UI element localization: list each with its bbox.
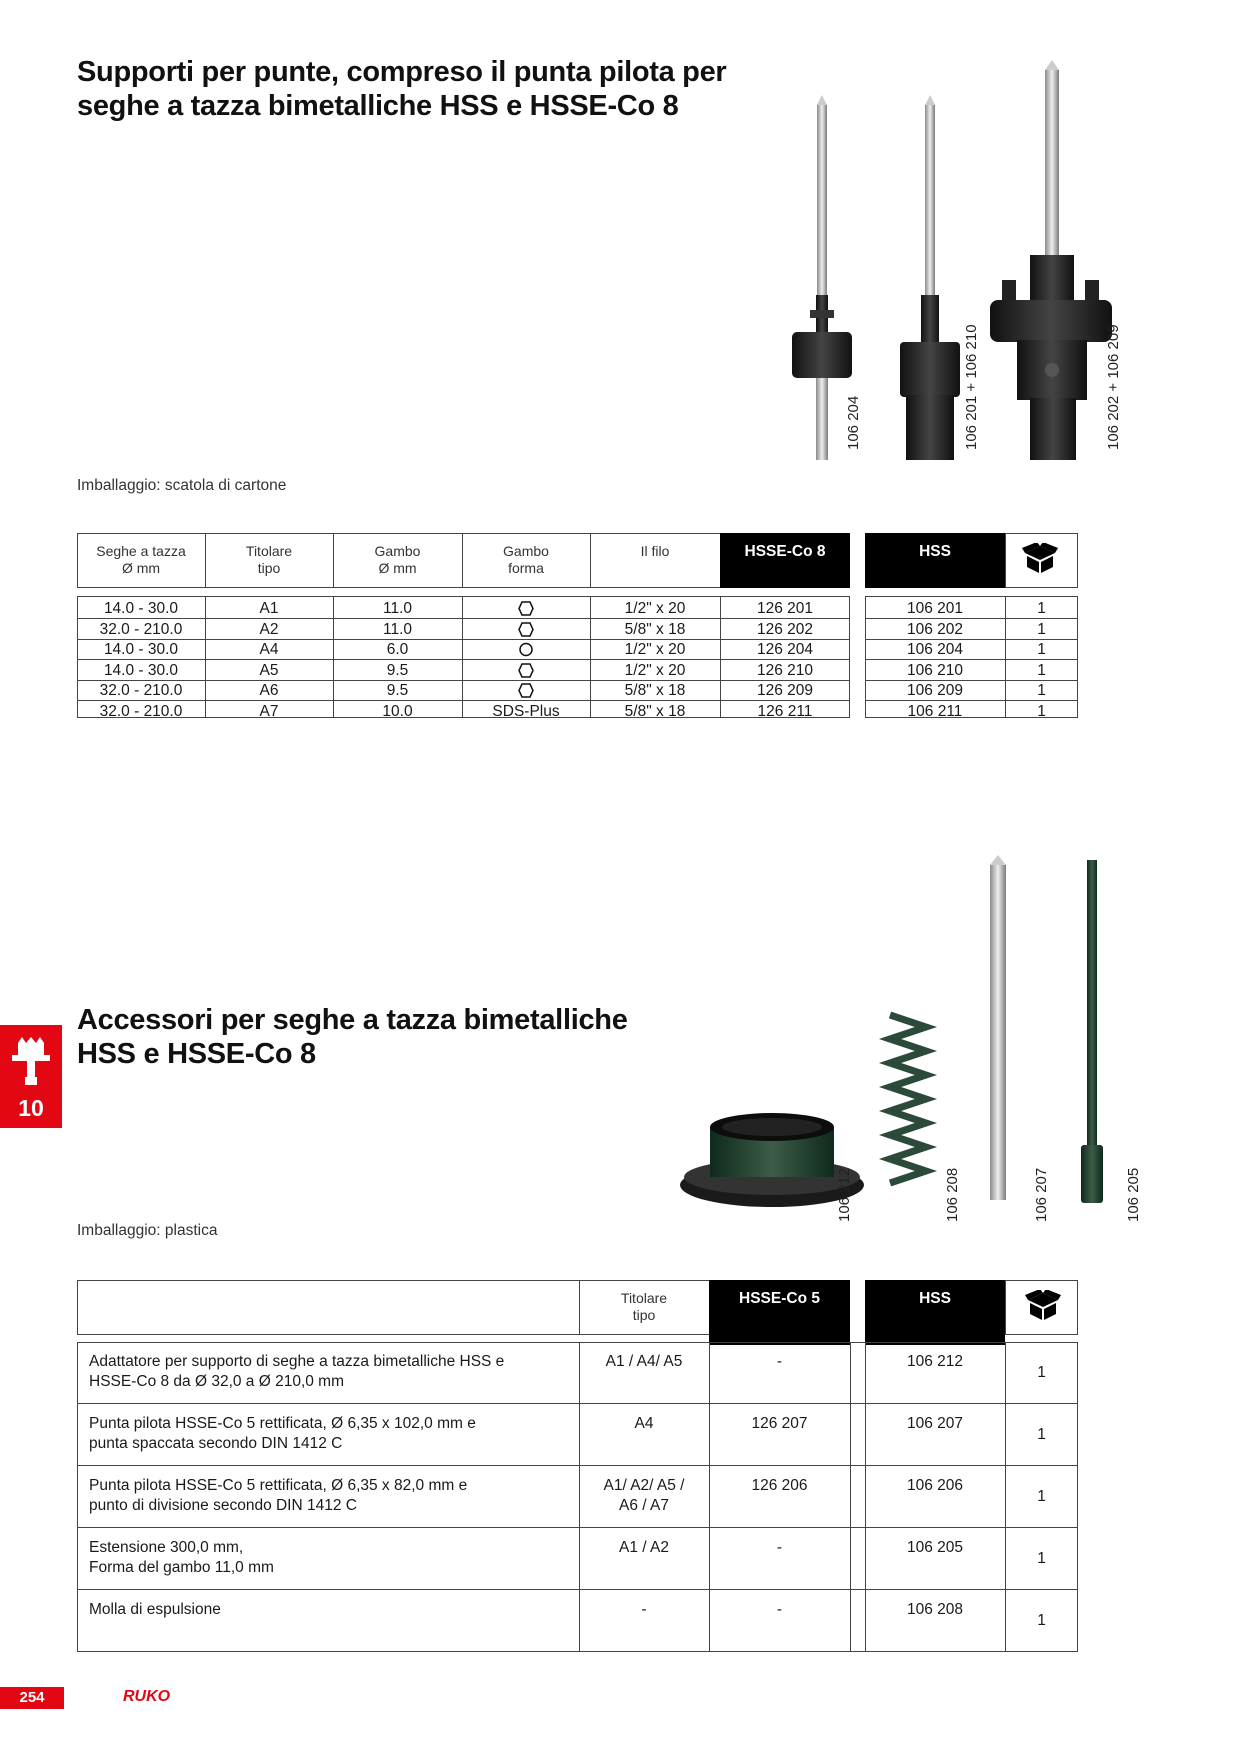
page-number: 254 — [0, 1687, 64, 1709]
packaging-text: Imballaggio: scatola di cartone — [77, 477, 287, 494]
cell-hss: 106 208 — [906, 1601, 964, 1618]
table-row — [77, 1404, 1078, 1466]
cell-description: Punta pilota HSSE-Co 5 rettificata, Ø 6,35 x 102,0 mm e punta spaccata secondo DIN 1412 C — [89, 1415, 476, 1452]
table-row — [77, 620, 1078, 640]
section1-title — [77, 55, 726, 123]
cell-tipo: - — [641, 1601, 647, 1618]
cell-diam: 32.0 - 210.0 — [99, 702, 183, 720]
title-line: Supporti per punte, compreso il punta pilota per — [77, 56, 727, 88]
title-line: Accessori per seghe a tazza bimetalliche — [77, 1004, 628, 1036]
cell-diam: 32.0 - 210.0 — [99, 620, 183, 638]
cell-gambo: 6.0 — [386, 641, 409, 658]
image-label: 106 204 — [845, 395, 862, 450]
cell-filo: 5/8" x 18 — [624, 682, 686, 699]
cell-filo: 5/8" x 18 — [624, 620, 686, 638]
cell-qty: 1 — [1037, 600, 1046, 617]
hexagon-shank-icon — [462, 599, 590, 619]
cell-tipo: A5 — [259, 661, 279, 679]
title-line: HSS e HSSE-Co 8 — [77, 1038, 316, 1070]
cell-diam: 14.0 - 30.0 — [103, 600, 179, 617]
header-hss: HSS — [865, 533, 1005, 588]
cell-hsse: 126 211 — [757, 702, 813, 720]
cell-tipo: A7 — [259, 702, 279, 720]
cell-tipo: A4 — [634, 1415, 654, 1432]
header-filo: Il filo — [640, 543, 670, 559]
cell-hss: 106 210 — [906, 661, 964, 679]
round-shank-icon — [462, 640, 590, 660]
cell-qty: 1 — [1037, 620, 1046, 638]
cell-qty: 1 — [1037, 682, 1046, 699]
hole-saw-icon — [10, 1033, 52, 1087]
cell-filo: 1/2" x 20 — [624, 600, 686, 617]
brand-logo: RUKO — [123, 1688, 171, 1705]
cell-hss: 106 211 — [907, 702, 963, 720]
header-tipo: Titolare tipo — [620, 1290, 668, 1323]
cell-hsse: - — [776, 1539, 783, 1556]
table1-header — [77, 533, 1078, 590]
header-gambo: Gambo Ø mm — [374, 543, 421, 576]
header-hsse-co8: HSSE-Co 8 — [720, 533, 850, 588]
cell-qty: 1 — [1037, 661, 1046, 679]
cell-hss: 106 207 — [906, 1415, 964, 1432]
cell-hsse: 126 210 — [756, 661, 814, 679]
pilot-drill-106207-image — [990, 855, 1006, 1200]
header-diam: Seghe a tazza Ø mm — [96, 543, 186, 576]
table-row — [77, 1590, 1078, 1652]
holder-106204-image — [792, 95, 852, 460]
image-label: 106 208 — [944, 1167, 961, 1222]
holder-106201-image — [900, 95, 960, 460]
cell-diam: 14.0 - 30.0 — [103, 641, 179, 658]
package-box-icon — [1022, 543, 1058, 575]
cell-gambo: 10.0 — [382, 702, 413, 720]
accessories-image — [680, 855, 1150, 1225]
table-row — [77, 661, 1078, 681]
table2-header — [77, 1280, 1078, 1337]
hexagon-shank-icon — [462, 620, 590, 640]
hexagon-shank-icon — [462, 661, 590, 681]
cell-hsse: 126 206 — [751, 1477, 808, 1494]
cell-hss: 106 205 — [906, 1539, 964, 1556]
cell-tipo: A6 — [259, 682, 279, 699]
cell-diam: 32.0 - 210.0 — [99, 682, 183, 699]
cell-description: Molla di espulsione — [89, 1601, 221, 1618]
cell-description: Adattatore per supporto di seghe a tazza bimetalliche HSS e HSSE-Co 8 da Ø 32,0 a Ø 210,0 mm — [89, 1353, 505, 1390]
cell-hsse: 126 209 — [756, 682, 814, 699]
cell-gambo: 11.0 — [382, 620, 413, 638]
header-hsse-co5: HSSE-Co 5 — [709, 1280, 850, 1345]
cell-hsse: 126 202 — [756, 620, 814, 638]
holder-106202-image — [990, 60, 1112, 460]
image-label: 106 212 — [836, 1167, 853, 1222]
package-box-icon — [1025, 1290, 1061, 1322]
cell-gambo: 11.0 — [382, 600, 413, 617]
cell-hsse: - — [776, 1601, 783, 1618]
image-label: 106 207 — [1033, 1167, 1050, 1222]
cell-forma: SDS-Plus — [492, 702, 560, 720]
header-hss: HSS — [865, 1280, 1005, 1345]
cell-qty: 1 — [1037, 641, 1046, 658]
table-row — [77, 702, 1078, 722]
cell-tipo: A2 — [259, 620, 279, 638]
section2-title — [77, 1003, 628, 1071]
cell-hss: 106 202 — [906, 620, 964, 638]
cell-hss: 106 204 — [906, 641, 964, 658]
cell-filo: 1/2" x 20 — [624, 661, 686, 679]
cell-hss: 106 206 — [906, 1477, 964, 1494]
packaging-text: Imballaggio: plastica — [77, 1222, 218, 1239]
cell-qty: 1 — [1037, 702, 1046, 720]
spring-106208-image — [890, 1015, 926, 1183]
hexagon-shank-icon — [462, 681, 590, 701]
cell-qty: 1 — [1037, 1550, 1046, 1567]
table2-body — [77, 1342, 1078, 1652]
chapter-tab[interactable] — [0, 1025, 62, 1128]
cell-hsse: - — [776, 1353, 783, 1370]
cell-qty: 1 — [1037, 1612, 1046, 1629]
cell-qty: 1 — [1037, 1426, 1046, 1443]
title-line: seghe a tazza bimetalliche HSS e HSSE-Co 8 — [77, 90, 679, 122]
table-row — [77, 1466, 1078, 1528]
cell-hsse: 126 207 — [751, 1415, 808, 1432]
cell-tipo: A4 — [259, 641, 279, 658]
header-forma: Gambo forma — [503, 543, 549, 576]
cell-tipo: A1/ A2/ A5 / A6 / A7 — [603, 1477, 685, 1514]
cell-description: Punta pilota HSSE-Co 5 rettificata, Ø 6,35 x 82,0 mm e punto di divisione secondo DIN 1412 C — [89, 1477, 468, 1514]
table-row — [77, 599, 1078, 619]
cell-tipo: A1 / A4/ A5 — [605, 1353, 683, 1370]
table-row — [77, 1342, 1078, 1404]
extension-106205-image — [1081, 860, 1103, 1203]
table-row — [77, 640, 1078, 660]
cell-hss: 106 212 — [906, 1353, 964, 1370]
image-label: 106 202 + 106 209 — [1105, 324, 1122, 450]
cell-gambo: 9.5 — [386, 661, 409, 679]
image-label: 106 205 — [1125, 1167, 1142, 1222]
chapter-number: 10 — [18, 1095, 44, 1121]
cell-hsse: 126 201 — [756, 600, 814, 617]
cell-filo: 5/8" x 18 — [624, 702, 686, 720]
cell-gambo: 9.5 — [386, 682, 409, 699]
cell-hsse: 126 204 — [756, 641, 814, 658]
cell-tipo: A1 / A2 — [619, 1539, 669, 1556]
cell-diam: 14.0 - 30.0 — [103, 661, 179, 679]
header-tipo: Titolare tipo — [245, 543, 293, 576]
cell-tipo: A1 — [259, 600, 279, 617]
cell-qty: 1 — [1037, 1488, 1046, 1505]
cell-filo: 1/2" x 20 — [624, 641, 686, 658]
cell-hss: 106 201 — [906, 600, 964, 617]
table-row — [77, 681, 1078, 701]
cell-description: Estensione 300,0 mm, Forma del gambo 11,0 mm — [89, 1539, 274, 1576]
cell-hss: 106 209 — [906, 682, 964, 699]
image-label: 106 201 + 106 210 — [963, 324, 980, 450]
table-row — [77, 1528, 1078, 1590]
cell-qty: 1 — [1037, 1364, 1046, 1381]
